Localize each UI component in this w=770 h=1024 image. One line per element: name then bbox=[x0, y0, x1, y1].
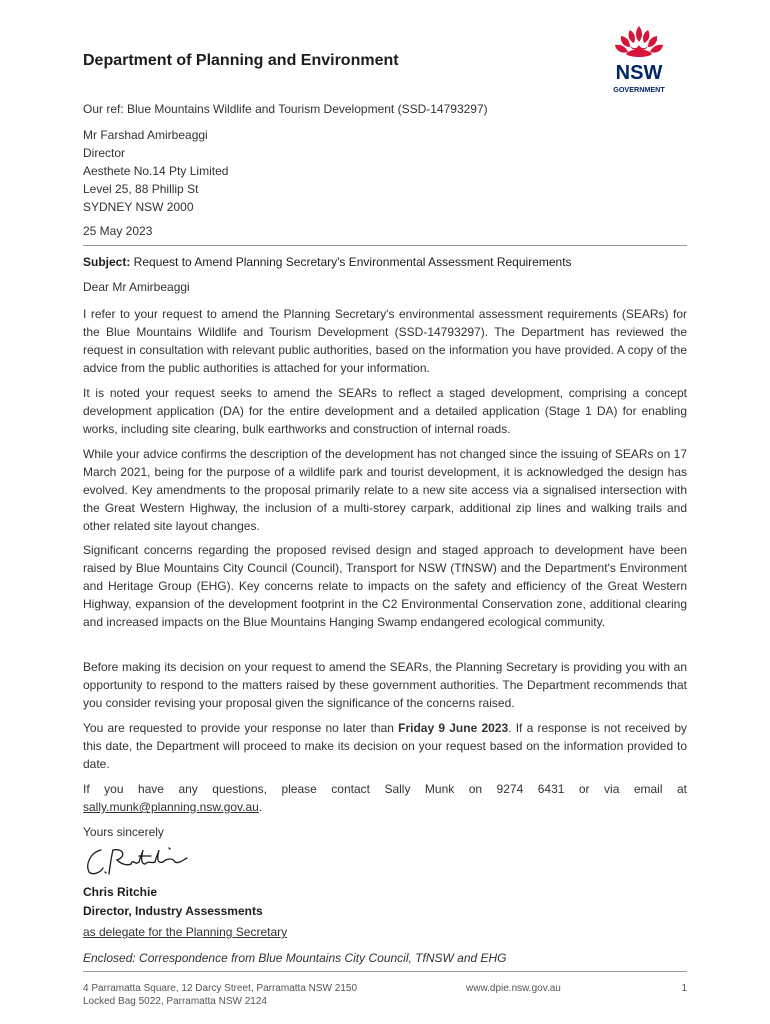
page-number: 1 bbox=[681, 983, 687, 994]
body-paragraph-6: You are requested to provide your response no later than Friday 9 June 2023. If a response is not received by this date, the Department will proceed to make its decision on your request based on the information provided to date. bbox=[83, 721, 688, 771]
recipient-company: Aesthete No.14 Pty Limited bbox=[83, 164, 229, 178]
subject-text: Request to Amend Planning Secretary's Environmental Assessment Requirements bbox=[130, 255, 572, 269]
divider-top bbox=[83, 245, 687, 246]
our-reference: Our ref: Blue Mountains Wildlife and Tourism Development (SSD-14793297) bbox=[83, 102, 488, 116]
subject-label: Subject: bbox=[83, 255, 131, 269]
signature-image bbox=[83, 842, 193, 878]
signatory-title: Director, Industry Assessments bbox=[83, 904, 263, 918]
enclosures-note: Enclosed: Correspondence from Blue Mountains City Council, TfNSW and EHG bbox=[83, 951, 507, 965]
recipient-address bbox=[83, 126, 228, 216]
subject-line bbox=[83, 255, 572, 269]
footer-address-line-1: 4 Parramatta Square, 12 Darcy Street, Parramatta NSW 2150 bbox=[83, 983, 358, 994]
letter-date: 25 May 2023 bbox=[83, 224, 153, 238]
signatory bbox=[83, 883, 263, 921]
closing: Yours sincerely bbox=[83, 825, 164, 839]
waratah-flower-icon bbox=[615, 26, 663, 57]
footer-address bbox=[83, 982, 357, 1008]
body-paragraph-5: Before making its decision on your request to amend the SEARs, the Planning Secretary is providing you with an opportunity to respond to the matters raised by these government authorities. The Department recommends that you consider revising your proposal given the significance of the concerns raised. bbox=[83, 660, 687, 710]
body-paragraph-3: While your advice confirms the description of the development has not changed since the issuing of SEARs on 17 March 2021, being for the purpose of a wildlife park and tourist development, it is acknowledged the design has evolved. Key amendments to the proposal primarily relate to a new site access via a signalised intersection with the Great Western Highway, the inclusion of a multi-storey carpark, additional zip lines and walking trails and other related site layout changes. bbox=[83, 447, 687, 533]
body-paragraph-7: If you have any questions, please contact Sally Munk on 9274 6431 or via email at sally.munk@planning.nsw.gov.au. bbox=[83, 782, 687, 814]
recipient-name: Mr Farshad Amirbeaggi bbox=[83, 128, 208, 142]
recipient-city: SYDNEY NSW 2000 bbox=[83, 200, 194, 214]
page-title: Department of Planning and Environment bbox=[83, 52, 399, 69]
signatory-name: Chris Ritchie bbox=[83, 885, 158, 899]
contact-email-link[interactable]: sally.munk@planning.nsw.gov.au bbox=[83, 800, 259, 814]
body-paragraph-1: I refer to your request to amend the Planning Secretary's environmental assessment requirements (SEARs) for the Blue Mountains Wildlife and Tourism Development (SSD-14793297). The Department has reviewed the request in consultation with relevant public authorities, based on the information you have provided. A copy of the advice from the public authorities is attached for your information. bbox=[83, 307, 687, 375]
recipient-street: Level 25, 88 Phillip St bbox=[83, 182, 199, 196]
salutation: Dear Mr Amirbeaggi bbox=[83, 280, 190, 294]
logo-government-text: GOVERNMENT bbox=[613, 85, 665, 94]
delegate-note: as delegate for the Planning Secretary bbox=[83, 925, 288, 939]
body-paragraph-4: Significant concerns regarding the proposed revised design and staged approach to development have been raised by Blue Mountains City Council (Council), Transport for NSW (TfNSW) and the Department's Environment and Heritage Group (EHG). Key concerns relate to impacts on the safety and efficiency of the Great Western Highway, expansion of the development footprint in the C2 Environmental Conservation zone, additional clearing and increased impacts on the Blue Mountains Hanging Swamp endangered ecological community. bbox=[83, 543, 687, 629]
body-paragraph-2: It is noted your request seeks to amend the SEARs to reflect a staged development, comprising a concept development application (DA) for the entire development and a detailed application (Stage 1 DA) for enabling works, including site clearing, bulk earthworks and construction of internal roads. bbox=[83, 386, 687, 436]
recipient-title: Director bbox=[83, 146, 126, 160]
logo-nsw-text: NSW bbox=[615, 62, 663, 84]
footer-website[interactable]: www.dpie.nsw.gov.au bbox=[466, 983, 561, 994]
response-deadline: Friday 9 June 2023 bbox=[398, 721, 509, 735]
divider-footer bbox=[83, 971, 687, 972]
footer-address-line-2: Locked Bag 5022, Parramatta NSW 2124 bbox=[83, 996, 267, 1007]
nsw-government-logo bbox=[604, 24, 674, 100]
